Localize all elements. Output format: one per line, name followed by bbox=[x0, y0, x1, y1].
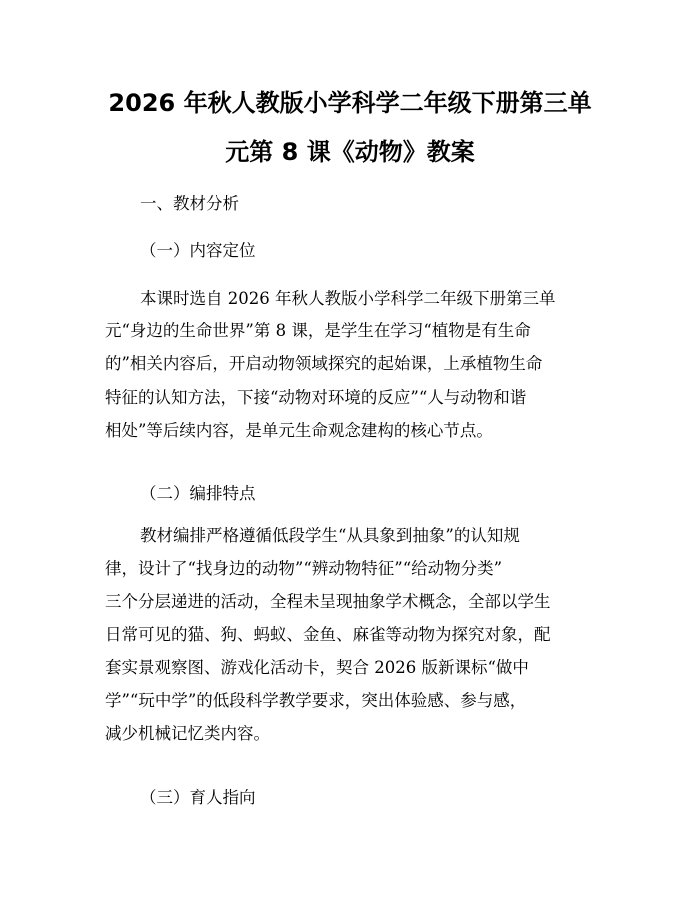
paragraph-2-line-7: 减少机械记忆类内容。 bbox=[105, 724, 270, 743]
paragraph-2-line-4: 日常可见的猫、狗、蚂蚁、金鱼、麻雀等动物为探究对象，配 bbox=[105, 625, 551, 644]
paragraph-2-line-5: 套实景观察图、游戏化活动卡，契合 2026 版新课标“做中 bbox=[105, 658, 529, 677]
paragraph-2-line-6: 学”“玩中学”的低段科学教学要求，突出体验感、参与感， bbox=[105, 691, 527, 710]
paragraph-1-line-3: 的”相关内容后，开启动物领域探究的起始课，上承植物生命 bbox=[105, 354, 543, 373]
paragraph-1-line-2: 元“身边的生命世界”第 8 课，是学生在学习“植物是有生命 bbox=[105, 321, 531, 340]
subsection-heading-layout-features: （二）编排特点 bbox=[140, 484, 256, 503]
document-title-line-2: 元第 8 课《动物》教案 bbox=[225, 138, 475, 166]
section-heading-teaching-material-analysis: 一、教材分析 bbox=[140, 194, 239, 213]
paragraph-1-line-5: 相处”等后续内容，是单元生命观念建构的核心节点。 bbox=[105, 421, 493, 440]
document-title-line-1: 2026 年秋人教版小学科学二年级下册第三单 bbox=[108, 89, 592, 117]
subsection-heading-content-positioning: （一）内容定位 bbox=[140, 241, 256, 260]
paragraph-2-line-3: 三个分层递进的活动，全程未呈现抽象学术概念，全部以学生 bbox=[105, 592, 551, 611]
paragraph-2-line-1: 教材编排严格遵循低段学生“从具象到抽象”的认知规 bbox=[140, 526, 520, 545]
subsection-heading-educational-orientation: （三）育人指向 bbox=[140, 788, 256, 807]
paragraph-1-line-4: 特征的认知方法，下接“动物对环境的反应”“人与动物和谐 bbox=[105, 388, 527, 407]
paragraph-1-line-1: 本课时选自 2026 年秋人教版小学科学二年级下册第三单 bbox=[140, 289, 556, 308]
paragraph-2-line-2: 律，设计了“找身边的动物”“辨动物特征”“给动物分类” bbox=[105, 559, 503, 578]
